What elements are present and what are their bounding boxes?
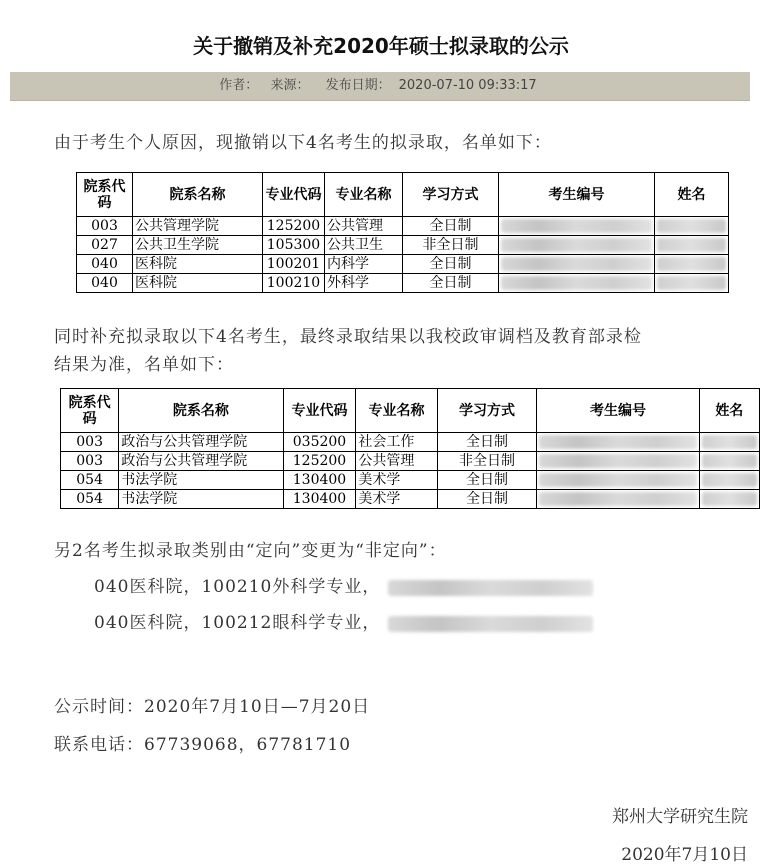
dept-name: 公共管理学院 (133, 217, 263, 236)
study-mode: 非全日制 (403, 236, 499, 255)
major-code: 125200 (283, 452, 356, 471)
study-mode: 全日制 (437, 433, 537, 452)
category-change-text: 040医科院，100212眼科学专业， (94, 613, 381, 633)
header-name: 姓名 (699, 389, 759, 433)
publish-date: 发布日期： 2020-07-10 09:33:17 (325, 78, 537, 93)
header-dept-code: 院系代码 (77, 173, 133, 217)
contact-phone: 联系电话：67739068，67781710 (54, 735, 352, 755)
study-mode: 全日制 (437, 471, 537, 490)
section2-intro-line2: 结果为准，名单如下： (54, 355, 234, 375)
major-code: 130400 (283, 471, 356, 490)
table-row (77, 274, 729, 293)
name-redacted (655, 255, 729, 274)
dept-name: 书法学院 (119, 490, 283, 509)
dept-code: 054 (61, 490, 119, 509)
author-label: 作者： (219, 78, 259, 93)
study-mode: 全日制 (437, 490, 537, 509)
table-header-row (61, 389, 760, 433)
table-row (61, 490, 760, 509)
name-redacted (655, 236, 729, 255)
exam-id-redacted (537, 452, 699, 471)
exam-id-redacted (537, 490, 699, 509)
signature-org: 郑州大学研究生院 (612, 807, 748, 827)
study-mode: 非全日制 (437, 452, 537, 471)
header-major-name: 专业名称 (356, 389, 437, 433)
table-row (77, 217, 729, 236)
exam-id-redacted (499, 274, 655, 293)
category-change-item (94, 608, 593, 634)
dept-name: 医科院 (133, 274, 263, 293)
section3-intro: 另2名考生拟录取类别由“定向”变更为“非定向”： (54, 541, 447, 561)
header-exam-id: 考生编号 (499, 173, 655, 217)
redacted-candidate (388, 580, 593, 596)
header-exam-id: 考生编号 (537, 389, 699, 433)
exam-id-redacted (499, 217, 655, 236)
dept-name: 公共卫生学院 (133, 236, 263, 255)
major-code: 130400 (283, 490, 356, 509)
dept-code: 003 (77, 217, 133, 236)
exam-id-redacted (499, 255, 655, 274)
study-mode: 全日制 (403, 217, 499, 236)
meta-bar (10, 72, 750, 101)
page-title: 关于撤销及补充2020年硕士拟录取的公示 (193, 34, 569, 58)
dept-code: 003 (61, 433, 119, 452)
dept-name: 书法学院 (119, 471, 283, 490)
major-code: 125200 (263, 217, 325, 236)
section1-intro: 由于考生个人原因，现撤销以下4名考生的拟录取，名单如下： (54, 133, 552, 153)
category-change-text: 040医科院，100210外科学专业， (94, 577, 381, 597)
supplement-table (60, 388, 760, 509)
header-dept-name: 院系名称 (133, 173, 263, 217)
signature-date: 2020年7月10日 (621, 845, 748, 865)
major-name: 公共管理 (356, 452, 437, 471)
study-mode: 全日制 (403, 255, 499, 274)
header-dept-code: 院系代码 (61, 389, 119, 433)
header-mode: 学习方式 (403, 173, 499, 217)
major-name: 美术学 (356, 471, 437, 490)
header-dept-name: 院系名称 (119, 389, 283, 433)
table-header-row (77, 173, 729, 217)
major-name: 公共管理 (325, 217, 403, 236)
name-redacted (699, 433, 759, 452)
table-row (61, 471, 760, 490)
major-name: 社会工作 (356, 433, 437, 452)
source-label: 来源： (270, 78, 310, 93)
dept-code: 040 (77, 274, 133, 293)
major-name: 美术学 (356, 490, 437, 509)
name-redacted (699, 490, 759, 509)
major-code: 100210 (263, 274, 325, 293)
dept-code: 054 (61, 471, 119, 490)
table-row (77, 255, 729, 274)
name-redacted (655, 217, 729, 236)
header-major-code: 专业代码 (283, 389, 356, 433)
major-name: 外科学 (325, 274, 403, 293)
header-major-code: 专业代码 (263, 173, 325, 217)
name-redacted (655, 274, 729, 293)
major-name: 内科学 (325, 255, 403, 274)
revoked-table (76, 172, 729, 293)
major-code: 035200 (283, 433, 356, 452)
dept-code: 027 (77, 236, 133, 255)
exam-id-redacted (499, 236, 655, 255)
table-row (77, 236, 729, 255)
major-code: 105300 (263, 236, 325, 255)
section2-intro-line1: 同时补充拟录取以下4名考生，最终录取结果以我校政审调档及教育部录检 (54, 327, 642, 347)
header-major-name: 专业名称 (325, 173, 403, 217)
table-row (61, 452, 760, 471)
dept-name: 政治与公共管理学院 (119, 452, 283, 471)
name-redacted (699, 452, 759, 471)
header-name: 姓名 (655, 173, 729, 217)
name-redacted (699, 471, 759, 490)
major-code: 100201 (263, 255, 325, 274)
header-mode: 学习方式 (437, 389, 537, 433)
study-mode: 全日制 (403, 274, 499, 293)
category-change-item (94, 572, 593, 598)
dept-code: 003 (61, 452, 119, 471)
exam-id-redacted (537, 433, 699, 452)
redacted-candidate (388, 616, 593, 632)
table-row (61, 433, 760, 452)
major-name: 公共卫生 (325, 236, 403, 255)
exam-id-redacted (537, 471, 699, 490)
publicity-period: 公示时间：2020年7月10日—7月20日 (54, 697, 371, 717)
dept-code: 040 (77, 255, 133, 274)
dept-name: 政治与公共管理学院 (119, 433, 283, 452)
dept-name: 医科院 (133, 255, 263, 274)
